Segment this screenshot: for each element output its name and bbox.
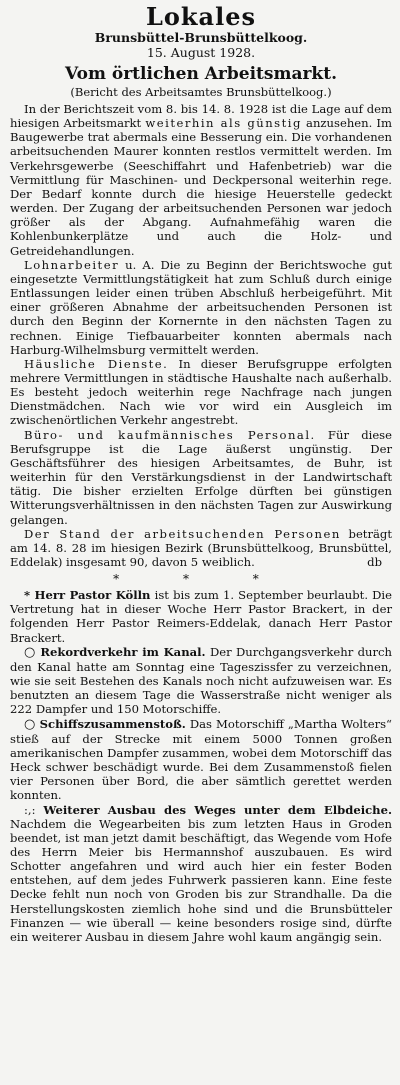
pastor-lead: * Herr Pastor Kölln [24,588,151,603]
p4-keyword: Büro- und kaufmännisches Personal. [24,427,316,442]
ausbau-marker: :,: [24,802,36,817]
kanal-lead: Rekordverkehr im Kanal. [40,644,206,659]
section-divider: * * * [113,572,289,587]
author-signature: db [367,555,382,570]
pastor-text: ist bis zum 1. September beurlaubt. Die Vertretung hat in dieser Woche Herr Pastor Brackert, in der folgenden Herr Pastor Reimers-Eddelak, danach Herr Pastor Brackert. [10,588,393,645]
market-paragraph-3 [10,357,392,428]
p5-text: beträgt am 14. 8. 28 im hiesigen Bezirk (Brunsbüttelkoog, Brunsbüttel, Eddelak) insgesamt 90, davon 5 weiblich. [10,526,392,569]
dateline: Brunsbüttel-Brunsbüttelkoog. [94,30,308,45]
ausbau-text: Nachdem die Wegearbeiten bis zum letzten Haus in Groden beendet, ist man jetzt damit beschäftigt, das Wegende vom Hofe des Herrn Meier bis Hermannshof auszubauen. Es wird Schotter angefahren und wird auch hier ein fester Boden entstehen, auf dem jedes Fuhrwerk passieren kann. Eine feste Decke fehlt nun noch von Groden bis zur Strandhalle. Da die Herstellungskosten ziemlich hohe sind und die Brunsbütteler Finanzen — wie überall — keine besonders rosige sind, dürfte ein weiterer Ausbau in diesem Jahre wohl kaum angängig sein. [10,816,392,944]
market-paragraph-1 [10,102,392,258]
pastor-notice [10,588,392,645]
p1-text-a: In der Berichtszeit vom 8. bis 14. 8. 1928 ist die Lage auf dem hiesigen Arbeitsmarkt [10,102,392,131]
p1-text-c: anzusehen. Im Baugewerbe trat abermals eine Besserung ein. Die vorhandenen arbeitsuchenden Maurer konnten restlos vermittelt werden. Im Verkehrsgewerbe (Seeschiffahrt und Hafenbetrieb) war die Vermittlung für Maschinen- und Deckpersonal weiterhin rege. Der Bedarf konnte durch die hiesige Heuerstelle gedeckt werden. Der Zugang der arbeitsuchenden Personen war jedoch größer als der Abgang. Aufnahmefähig waren die Kohlenbunkerplätze und auch die Holz- und Getreidehandlungen. [10,116,392,258]
article-headline: Vom örtlichen Arbeitsmarkt. [65,64,337,84]
p2-text: u. A. Die zu Beginn der Berichtswoche gut eingesetzte Vermittlungstätigkeit hat zum Schluß durch einige Entlassungen leider einen trüben Abschluß herbeigeführt. Mit einer größeren Abnahme der arbeitsuchenden Personen ist durch den Beginn der Kornernte in den nächsten Tagen zu rechnen. Einige Tiefbauarbeiter konnten abermals nach Harburg-Wilhelmsburg vermittelt werden. [10,257,392,357]
market-paragraph-4 [10,428,392,527]
market-paragraph-2 [10,258,392,357]
circle-marker-icon: ○ [24,644,37,660]
p4-text: Für diese Berufsgruppe ist die Lage äußerst ungünstig. Der Geschäftsführer des hiesigen Arbeitsamtes, de Buhr, ist weiterhin für den Verstärkungsdienst in der Landwirtschaft tätig. Die bisher erzielten Erfolge dürften bei günstigen Witterungsverhältnissen in den nächsten Tagen zur Auswirkung gelangen. [10,427,392,527]
p2-keyword: Lohnarbeiter [24,257,120,272]
p1-emphasis: weiterhin als günstig [145,116,302,131]
article-subhead: (Bericht des Arbeitsamtes Brunsbüttelkoog.) [70,85,332,99]
kanal-text: Der Durchgangsverkehr durch den Kanal hatte am Sonntag eine Tageszissfer zu verzeichnen, wie sie seit Bestehen des Kanals noch nicht aufzuweisen war. Es benutzten an diesem Tage die Wasserstraße nicht weniger als 222 Dampfer und 150 Motorschiffe. [10,644,393,717]
schiff-notice [10,717,392,803]
issue-date: 15. August 1928. [146,45,256,60]
section-masthead: Lokales [146,2,256,31]
schiff-lead: Schiffszusammenstoß. [39,716,186,731]
ausbau-lead: Weiterer Ausbau des Weges unter dem Elbdeiche. [43,802,393,817]
kanal-notice [10,645,392,717]
p3-keyword: Häusliche Dienste. [24,356,169,371]
p3-text: In dieser Berufsgruppe erfolgten mehrere Vermittlungen in städtische Haushalte nach außerhalb. Es besteht jedoch weiterhin rege Nachfrage nach jungen Dienstmädchen. Nach wie vor wird ein Ausgleich im zwischenörtlichen Verkehr angestrebt. [10,356,392,428]
schiff-text: Das Motorschiff „Martha Wolters“ stieß auf der Strecke mit einem 5000 Tonnen großen amerikanischen Dampfer zusammen, wobei dem Motorschiff das Heck schwer beschädigt wurde. Bei dem Zusammenstoß fielen vier Personen über Bord, die aber sämtlich gerettet werden konnten. [10,716,392,803]
ausbau-notice [10,803,392,945]
circle-marker-icon: ○ [24,716,36,732]
p5-keyword: Der Stand der arbeitsuchenden Personen [24,526,341,541]
